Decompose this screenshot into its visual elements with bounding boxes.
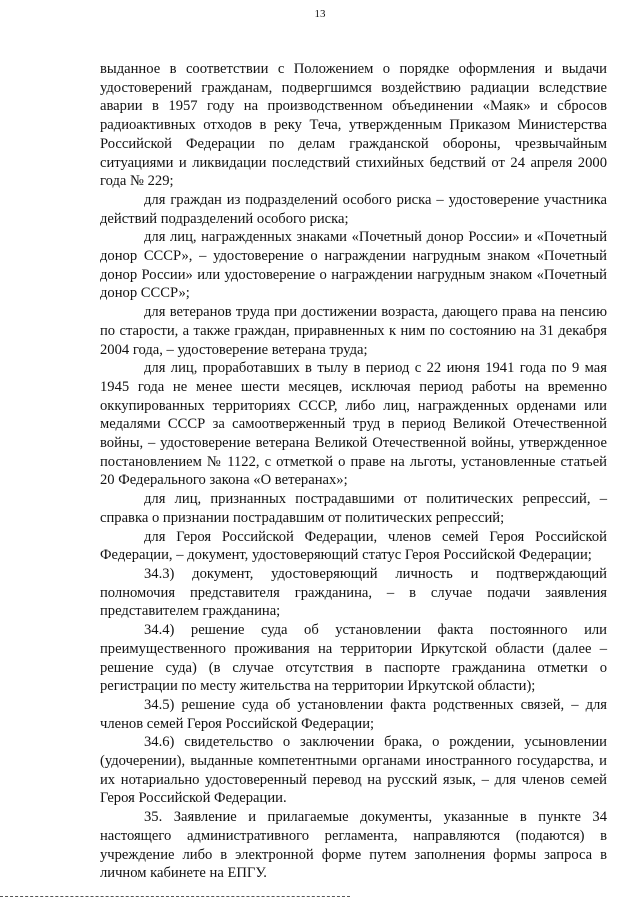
paragraph-special-risk: для граждан из подразделений особого риска – удостоверение участника действий подразделений особого риска; (100, 191, 607, 227)
paragraph-35: 35. Заявление и прилагаемые документы, указанные в пункте 34 настоящего административного регламента, направляются (подаются) в учреждение либо в электронной форме путем заполнения формы запроса в личном кабинете на ЕПГУ. (100, 809, 607, 882)
paragraph-34-5: 34.5) решение суда об установлении факта родственных связей, – для членов семей Героя Российской Федерации; (100, 696, 607, 732)
paragraph-hero-of-russia: для Героя Российской Федерации, членов семей Героя Российской Федерации, – документ, удостоверяющий статус Героя Российской Федерации; (100, 528, 607, 564)
paragraph-34-4: 34.4) решение суда об установлении факта постоянного или преимущественного проживания на территории Иркутской области (далее – решение суда) (в случае отсутствия в паспорте гражданина отметки о регистрации по месту жительства на территории Иркутской области); (100, 622, 607, 695)
bottom-rule (0, 896, 350, 897)
paragraph-political-repression: для лиц, признанных пострадавшими от политических репрессий, – справка о признании пострадавшим от политических репрессий; (100, 491, 607, 526)
document-body (100, 60, 607, 883)
paragraph-labor-veterans: для ветеранов труда при достижении возраста, дающего права на пенсию по старости, а также граждан, приравненных к ним по состоянию на 31 декабря 2004 года, – удостоверение ветерана труда; (100, 304, 607, 358)
page-number: 13 (314, 8, 326, 20)
paragraph-certificate-mayak: выданное в соответствии с Положением о порядке оформления и выдачи удостоверений гражданам, подвергшимся воздействию радиации вследствие аварии в 1957 году на производственном объединении «Маяк» и сбросов радиоактивных отходов в реку Теча, утвержденным Приказом Министерства Российской Федерации по делам гражданской обороны, чрезвычайным ситуациями и ликвидации последствий стихийных бедствий от 24 апреля 2000 года № 229; (100, 61, 607, 190)
paragraph-home-front-workers: для лиц, проработавших в тылу в период с 22 июня 1941 года по 9 мая 1945 года не менее шести месяцев, исключая период работы на временно оккупированных территориях СССР, либо лиц, награжденных орденами или медалями СССР за самоотверженный труд в период Великой Отечественной войны, – удостоверение ветерана Великой Отечественной войны, утвержденное постановлением № 1122, с отметкой о праве на льготы, установленные статьей 20 Федерального закона «О ветеранах»; (100, 360, 607, 489)
paragraph-34-6: 34.6) свидетельство о заключении брака, о рождении, усыновлении (удочерении), выданные компетентными органами иностранного государства, и их нотариально удостоверенный перевод на русский язык, – для членов семей Героя Российской Федерации. (100, 734, 607, 807)
paragraph-honorary-donor: для лиц, награжденных знаками «Почетный донор России» и «Почетный донор СССР», – удостоверение о награждении нагрудным знаком «Почетный донор России» или удостоверение о награждении нагрудным знаком «Почетный донор СССР»; (100, 229, 607, 302)
paragraph-34-3: 34.3) документ, удостоверяющий личность и подтверждающий полномочия представителя гражданина, – в случае подачи заявления представителем гражданина; (100, 565, 607, 620)
